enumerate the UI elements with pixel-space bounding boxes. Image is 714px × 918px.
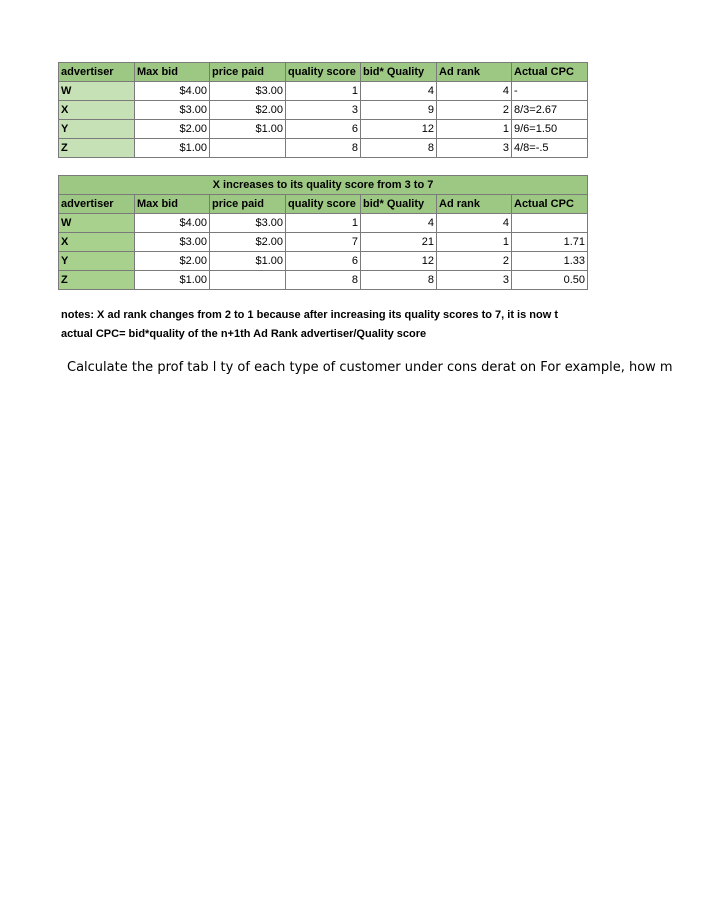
price-paid-cell[interactable]: $3.00 — [210, 82, 286, 101]
table-row — [59, 252, 588, 271]
table-row — [59, 101, 588, 120]
bid-quality-cell[interactable]: 12 — [361, 120, 437, 139]
advertiser-cell[interactable]: X — [59, 233, 135, 252]
advertiser-cell[interactable]: Z — [59, 271, 135, 290]
header-cell[interactable]: advertiser — [59, 63, 135, 82]
actual-cpc-cell[interactable]: - — [512, 82, 588, 101]
quality-score-cell[interactable]: 8 — [286, 139, 361, 158]
advertiser-cell[interactable]: X — [59, 101, 135, 120]
table-row — [59, 82, 588, 101]
quality-score-cell[interactable]: 8 — [286, 271, 361, 290]
bid-quality-cell[interactable]: 21 — [361, 233, 437, 252]
quality-score-cell[interactable]: 7 — [286, 233, 361, 252]
max-bid-cell[interactable]: $1.00 — [135, 271, 210, 290]
header-cell[interactable]: bid* Quality — [361, 63, 437, 82]
quality-score-cell[interactable]: 1 — [286, 82, 361, 101]
ad-rank-cell[interactable]: 4 — [437, 214, 512, 233]
table-row — [59, 271, 588, 290]
max-bid-cell[interactable]: $4.00 — [135, 82, 210, 101]
actual-cpc-cell[interactable]: 0.50 — [512, 271, 588, 290]
bid-quality-cell[interactable]: 4 — [361, 82, 437, 101]
quality-score-cell[interactable]: 6 — [286, 120, 361, 139]
ad-rank-cell[interactable]: 2 — [437, 101, 512, 120]
ad-rank-cell[interactable]: 1 — [437, 120, 512, 139]
header-cell[interactable]: Max bid — [135, 63, 210, 82]
ad-rank-cell[interactable]: 2 — [437, 252, 512, 271]
price-paid-cell[interactable] — [210, 271, 286, 290]
advertiser-cell[interactable]: Y — [59, 120, 135, 139]
price-paid-cell[interactable] — [210, 139, 286, 158]
note-line-1: notes: X ad rank changes from 2 to 1 because after increasing its quality scores to 7, it is now t — [61, 309, 558, 321]
quality-score-cell[interactable]: 1 — [286, 214, 361, 233]
advertiser-cell[interactable]: Z — [59, 139, 135, 158]
header-cell[interactable]: Actual CPC — [512, 63, 588, 82]
advertiser-cell[interactable]: W — [59, 82, 135, 101]
price-paid-cell[interactable]: $2.00 — [210, 233, 286, 252]
table-row — [59, 214, 588, 233]
note-line-2: actual CPC= bid*quality of the n+1th Ad Rank advertiser/Quality score — [61, 328, 427, 340]
header-cell[interactable]: advertiser — [59, 195, 135, 214]
max-bid-cell[interactable]: $4.00 — [135, 214, 210, 233]
bid-quality-cell[interactable]: 8 — [361, 271, 437, 290]
bid-quality-cell[interactable]: 12 — [361, 252, 437, 271]
header-cell[interactable]: price paid — [210, 195, 286, 214]
header-cell[interactable]: Actual CPC — [512, 195, 588, 214]
actual-cpc-cell[interactable]: 1.33 — [512, 252, 588, 271]
table-header-row — [59, 195, 588, 214]
price-paid-cell[interactable]: $1.00 — [210, 120, 286, 139]
table-header-row — [59, 63, 588, 82]
table-title-row — [59, 176, 588, 195]
bid-quality-cell[interactable]: 9 — [361, 101, 437, 120]
header-cell[interactable]: quality score — [286, 63, 361, 82]
table-title[interactable]: X increases to its quality score from 3 to 7 — [59, 176, 588, 195]
price-paid-cell[interactable]: $3.00 — [210, 214, 286, 233]
price-paid-cell[interactable]: $2.00 — [210, 101, 286, 120]
question-text: Calculate the prof tab l ty of each type of customer under cons derat on For example, how m — [67, 360, 673, 375]
ad-auction-table — [58, 62, 588, 158]
quality-score-cell[interactable]: 3 — [286, 101, 361, 120]
max-bid-cell[interactable]: $1.00 — [135, 139, 210, 158]
quality-score-cell[interactable]: 6 — [286, 252, 361, 271]
bid-quality-cell[interactable]: 4 — [361, 214, 437, 233]
max-bid-cell[interactable]: $3.00 — [135, 101, 210, 120]
ad-rank-cell[interactable]: 3 — [437, 271, 512, 290]
max-bid-cell[interactable]: $2.00 — [135, 252, 210, 271]
header-cell[interactable]: Ad rank — [437, 63, 512, 82]
quality-increase-table — [58, 175, 588, 290]
ad-rank-cell[interactable]: 1 — [437, 233, 512, 252]
header-cell[interactable]: quality score — [286, 195, 361, 214]
header-cell[interactable]: Max bid — [135, 195, 210, 214]
actual-cpc-cell[interactable]: 8/3=2.67 — [512, 101, 588, 120]
actual-cpc-cell[interactable] — [512, 214, 588, 233]
actual-cpc-cell[interactable]: 1.71 — [512, 233, 588, 252]
table-row — [59, 233, 588, 252]
ad-rank-cell[interactable]: 4 — [437, 82, 512, 101]
table-row — [59, 120, 588, 139]
header-cell[interactable]: bid* Quality — [361, 195, 437, 214]
table-row — [59, 139, 588, 158]
advertiser-cell[interactable]: Y — [59, 252, 135, 271]
price-paid-cell[interactable]: $1.00 — [210, 252, 286, 271]
max-bid-cell[interactable]: $2.00 — [135, 120, 210, 139]
bid-quality-cell[interactable]: 8 — [361, 139, 437, 158]
header-cell[interactable]: price paid — [210, 63, 286, 82]
advertiser-cell[interactable]: W — [59, 214, 135, 233]
header-cell[interactable]: Ad rank — [437, 195, 512, 214]
max-bid-cell[interactable]: $3.00 — [135, 233, 210, 252]
actual-cpc-cell[interactable]: 4/8=-.5 — [512, 139, 588, 158]
ad-rank-cell[interactable]: 3 — [437, 139, 512, 158]
actual-cpc-cell[interactable]: 9/6=1.50 — [512, 120, 588, 139]
